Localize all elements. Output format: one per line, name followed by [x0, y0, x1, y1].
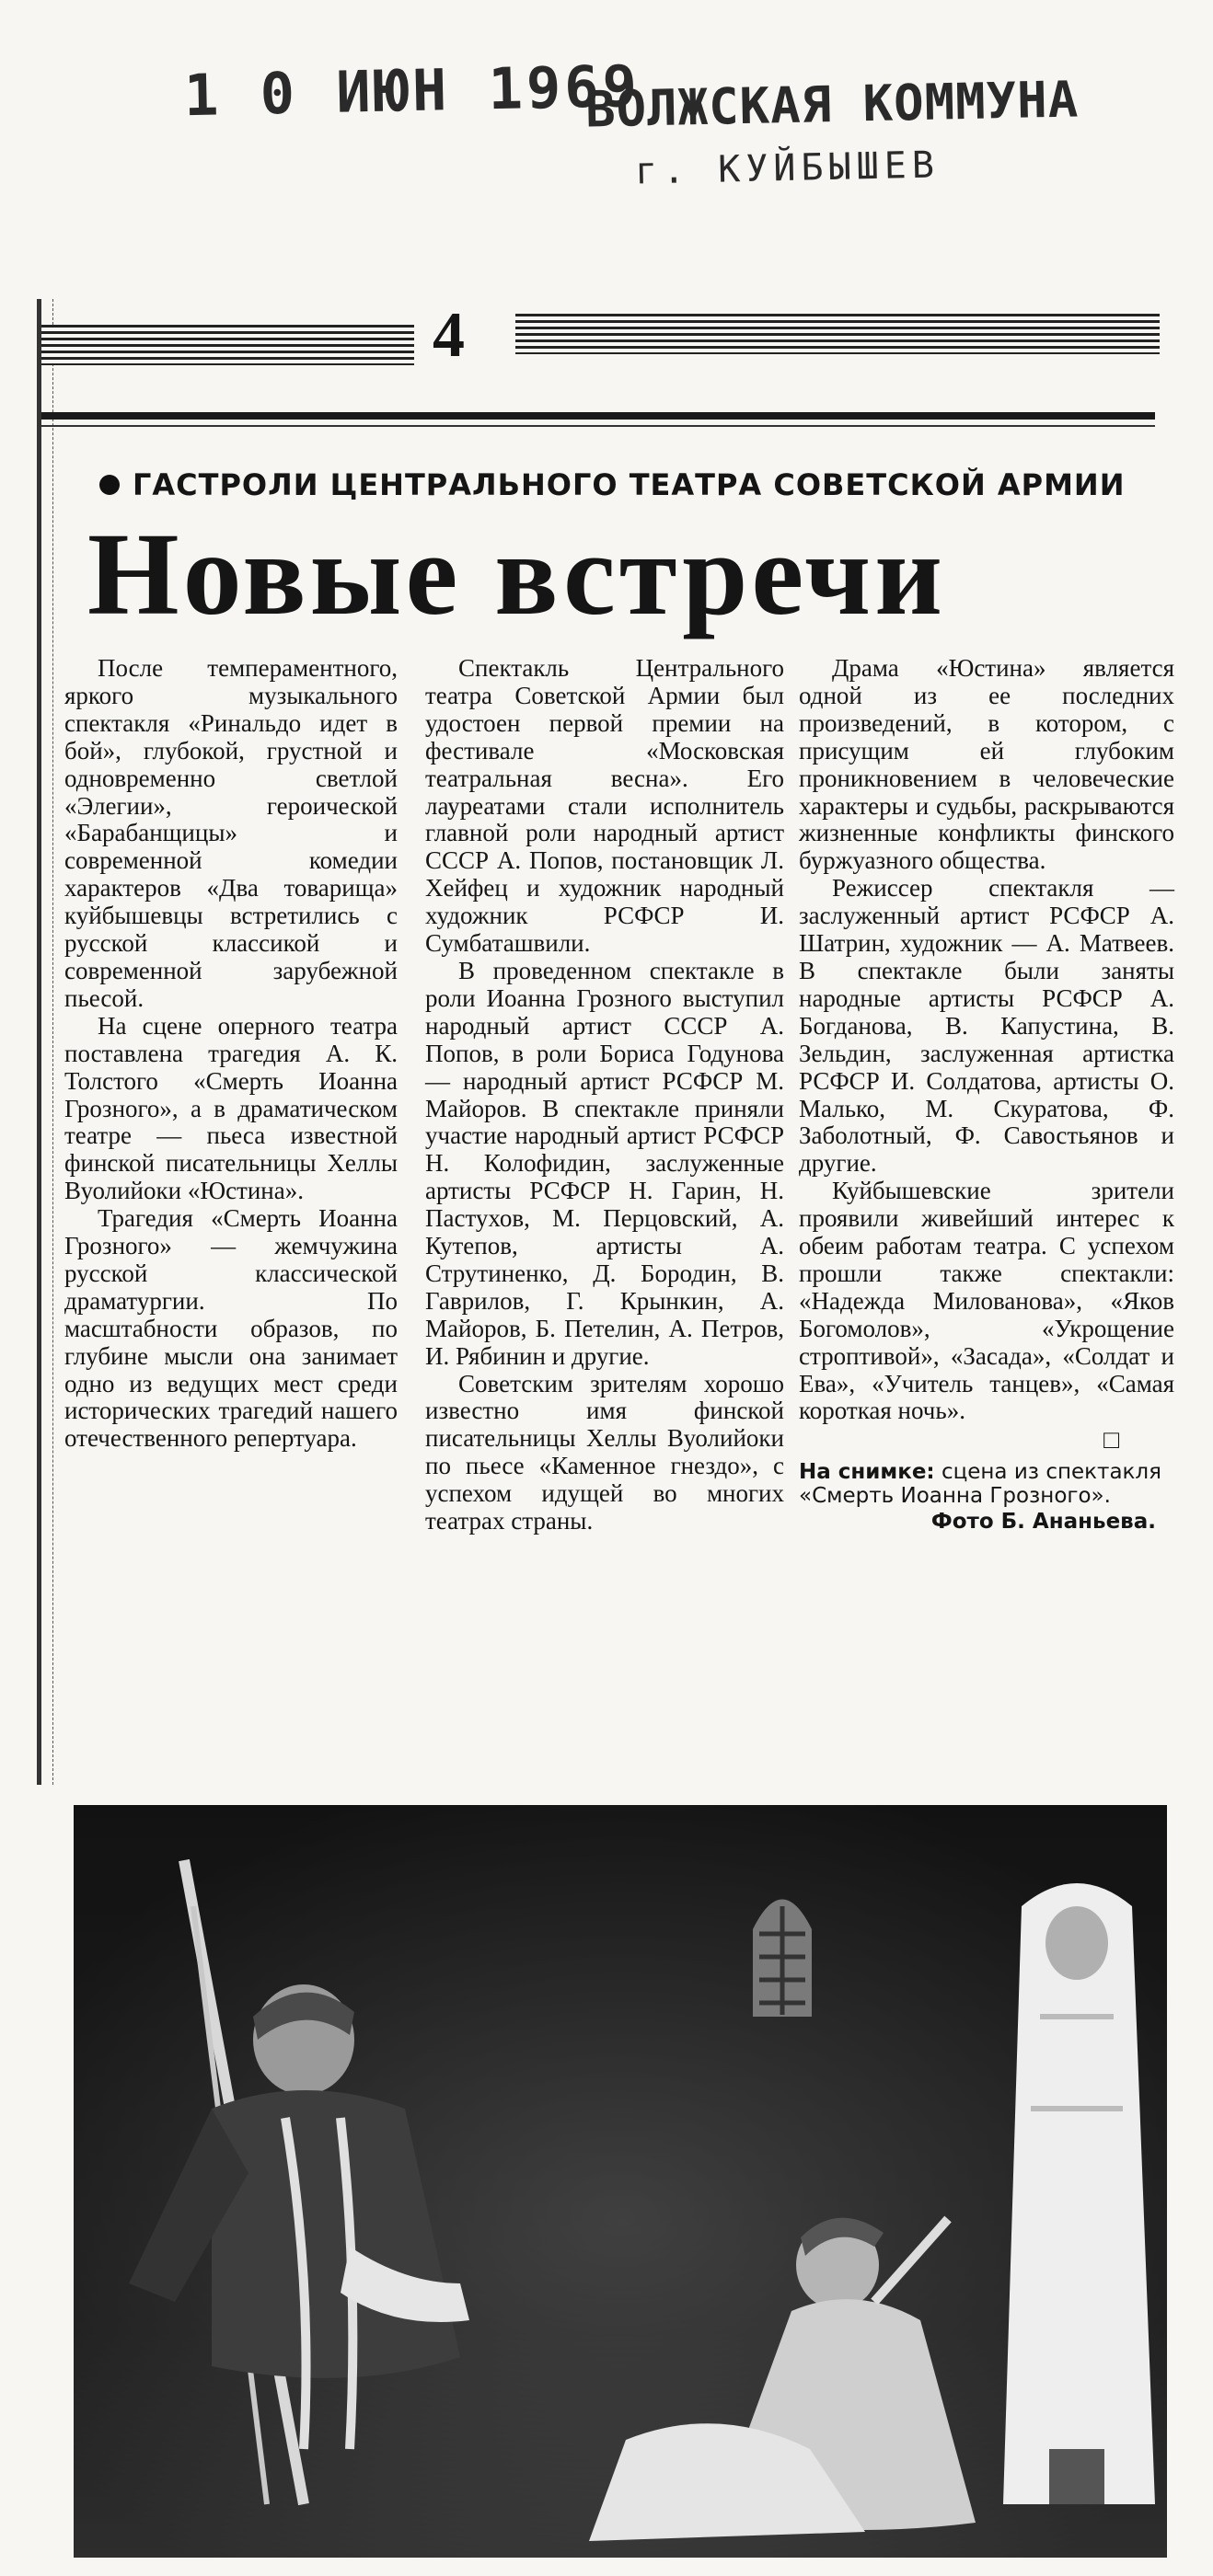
standing-woman-figure — [1003, 1883, 1155, 2504]
paragraph: Режиссер спектакля — заслуженный артист РСФСР А. Шатрин, художник — А. Матвеев. В спектакле были заняты народные артисты РСФСР А. Богданова, В. Капустина, В. Зельдин, заслуженная артистка РСФСР И. Солдатова, артисты О. Малько, М. Скуратова, Ф. Заболотный, Ф. Савостьянов и другие. — [799, 874, 1174, 1178]
newspaper-stamp: ВОЛЖСКАЯ КОММУНА — [584, 70, 1080, 139]
headline: Новые встречи — [87, 509, 946, 639]
photo-credit: Фото Б. Ананьева. — [930, 1509, 1156, 1534]
clipping-edge — [37, 299, 53, 1785]
caption-lead: На снимке: — [799, 1459, 935, 1484]
article-column-2 — [425, 655, 784, 1535]
article-column-1 — [64, 655, 398, 1453]
paragraph: Куйбышевские зрители проявили живейший интерес к обеим работам театра. С успехом прошли также спектакли: «Надежда Милованова», «Яков Богомолов», «Укрощение строптивой», «Засада», «Солдат и Ева», «Учитель танцев», «Самая короткая ночь». — [799, 1177, 1174, 1425]
rubric — [99, 467, 1125, 502]
rubric-text: ГАСТРОЛИ ЦЕНТРАЛЬНОГО ТЕАТРА СОВЕТСКОЙ АРМИИ — [133, 467, 1126, 502]
paragraph: В проведенном спектакле в роли Иоанна Грозного выступил народный артист СССР А. Попов, в роли Бориса Годунова — народный артист РСФСР М. Майоров. В спектакле приняли участие народный артист РСФСР Н. Колофидин, заслуженные артисты РСФСР Н. Гарин, Н. Пастухов, М. Перцовский, А. Кутепов, артисты А. Струтиненко, Д. Бородин, В. Гаврилов, Г. Крынкин, А. Майоров, Б. Петелин, А. Петров, И. Рябинин и другие. — [425, 956, 784, 1370]
section-divider — [41, 412, 1155, 420]
header-rule-left — [41, 325, 414, 365]
paragraph: После темпераментного, яркого музыкального спектакля «Ринальдо идет в бой», глубокой, грустной и одновременно светлой «Элегии», героической «Барабанщицы» и современной комедии характеров «Два товарища» куйбышевцы встретились с русской классикой и современной зарубежной пьесой. — [64, 654, 398, 1012]
stage-photo — [74, 1805, 1167, 2558]
end-mark-icon: □ — [1103, 1426, 1119, 1455]
paragraph: На сцене оперного театра поставлена трагедия А. К. Толстого «Смерть Иоанна Грозного», а в драматическом театре — пьеса известной финской писательницы Хеллы Вуолийоки «Юстина». — [64, 1011, 398, 1205]
photo-caption — [799, 1460, 1174, 1509]
section-divider-thin — [41, 425, 1155, 427]
stage-window — [753, 1900, 812, 2018]
bullet-icon — [99, 475, 120, 495]
paragraph: Трагедия «Смерть Иоанна Грозного» — жемчужина русской классической драматургии. По масштабности образов, по глубине мысли она занимает одно из ведущих мест среди исторических трагедий нашего отечественного репертуара. — [64, 1204, 398, 1453]
header-rule-right — [515, 314, 1160, 354]
paragraph: Спектакль Центрального театра Советской Армии был удостоен первой премии на фестивале «Московская театральная весна». Его лауреатами стали исполнитель главной роли народный артист СССР А. Попов, постановщик Л. Хейфец и художник народный художник РСФСР И. Сумбаташвили. — [425, 654, 784, 958]
page-number: 4 — [433, 300, 465, 371]
paragraph: Драма «Юстина» является одной из ее последних произведений, в котором, с присущим ей глубоким проникновением в человеческие характеры и судьбы, раскрываются жизненные конфликты финского буржуазного общества. — [799, 654, 1174, 875]
city-stamp: г. КУЙБЫШЕВ — [634, 144, 941, 193]
caption-text: сцена из спектакля «Смерть Иоанна Грозного». — [799, 1459, 1161, 1509]
date-stamp: 1 0 ИЮН 1969 — [183, 52, 641, 130]
paragraph: Советским зрителям хорошо известно имя финской писательницы Хеллы Вуолийоки по пьесе «Каменное гнездо», с успехом идущей во многих театрах страны. — [425, 1369, 784, 1535]
article-column-3 — [799, 655, 1174, 1534]
